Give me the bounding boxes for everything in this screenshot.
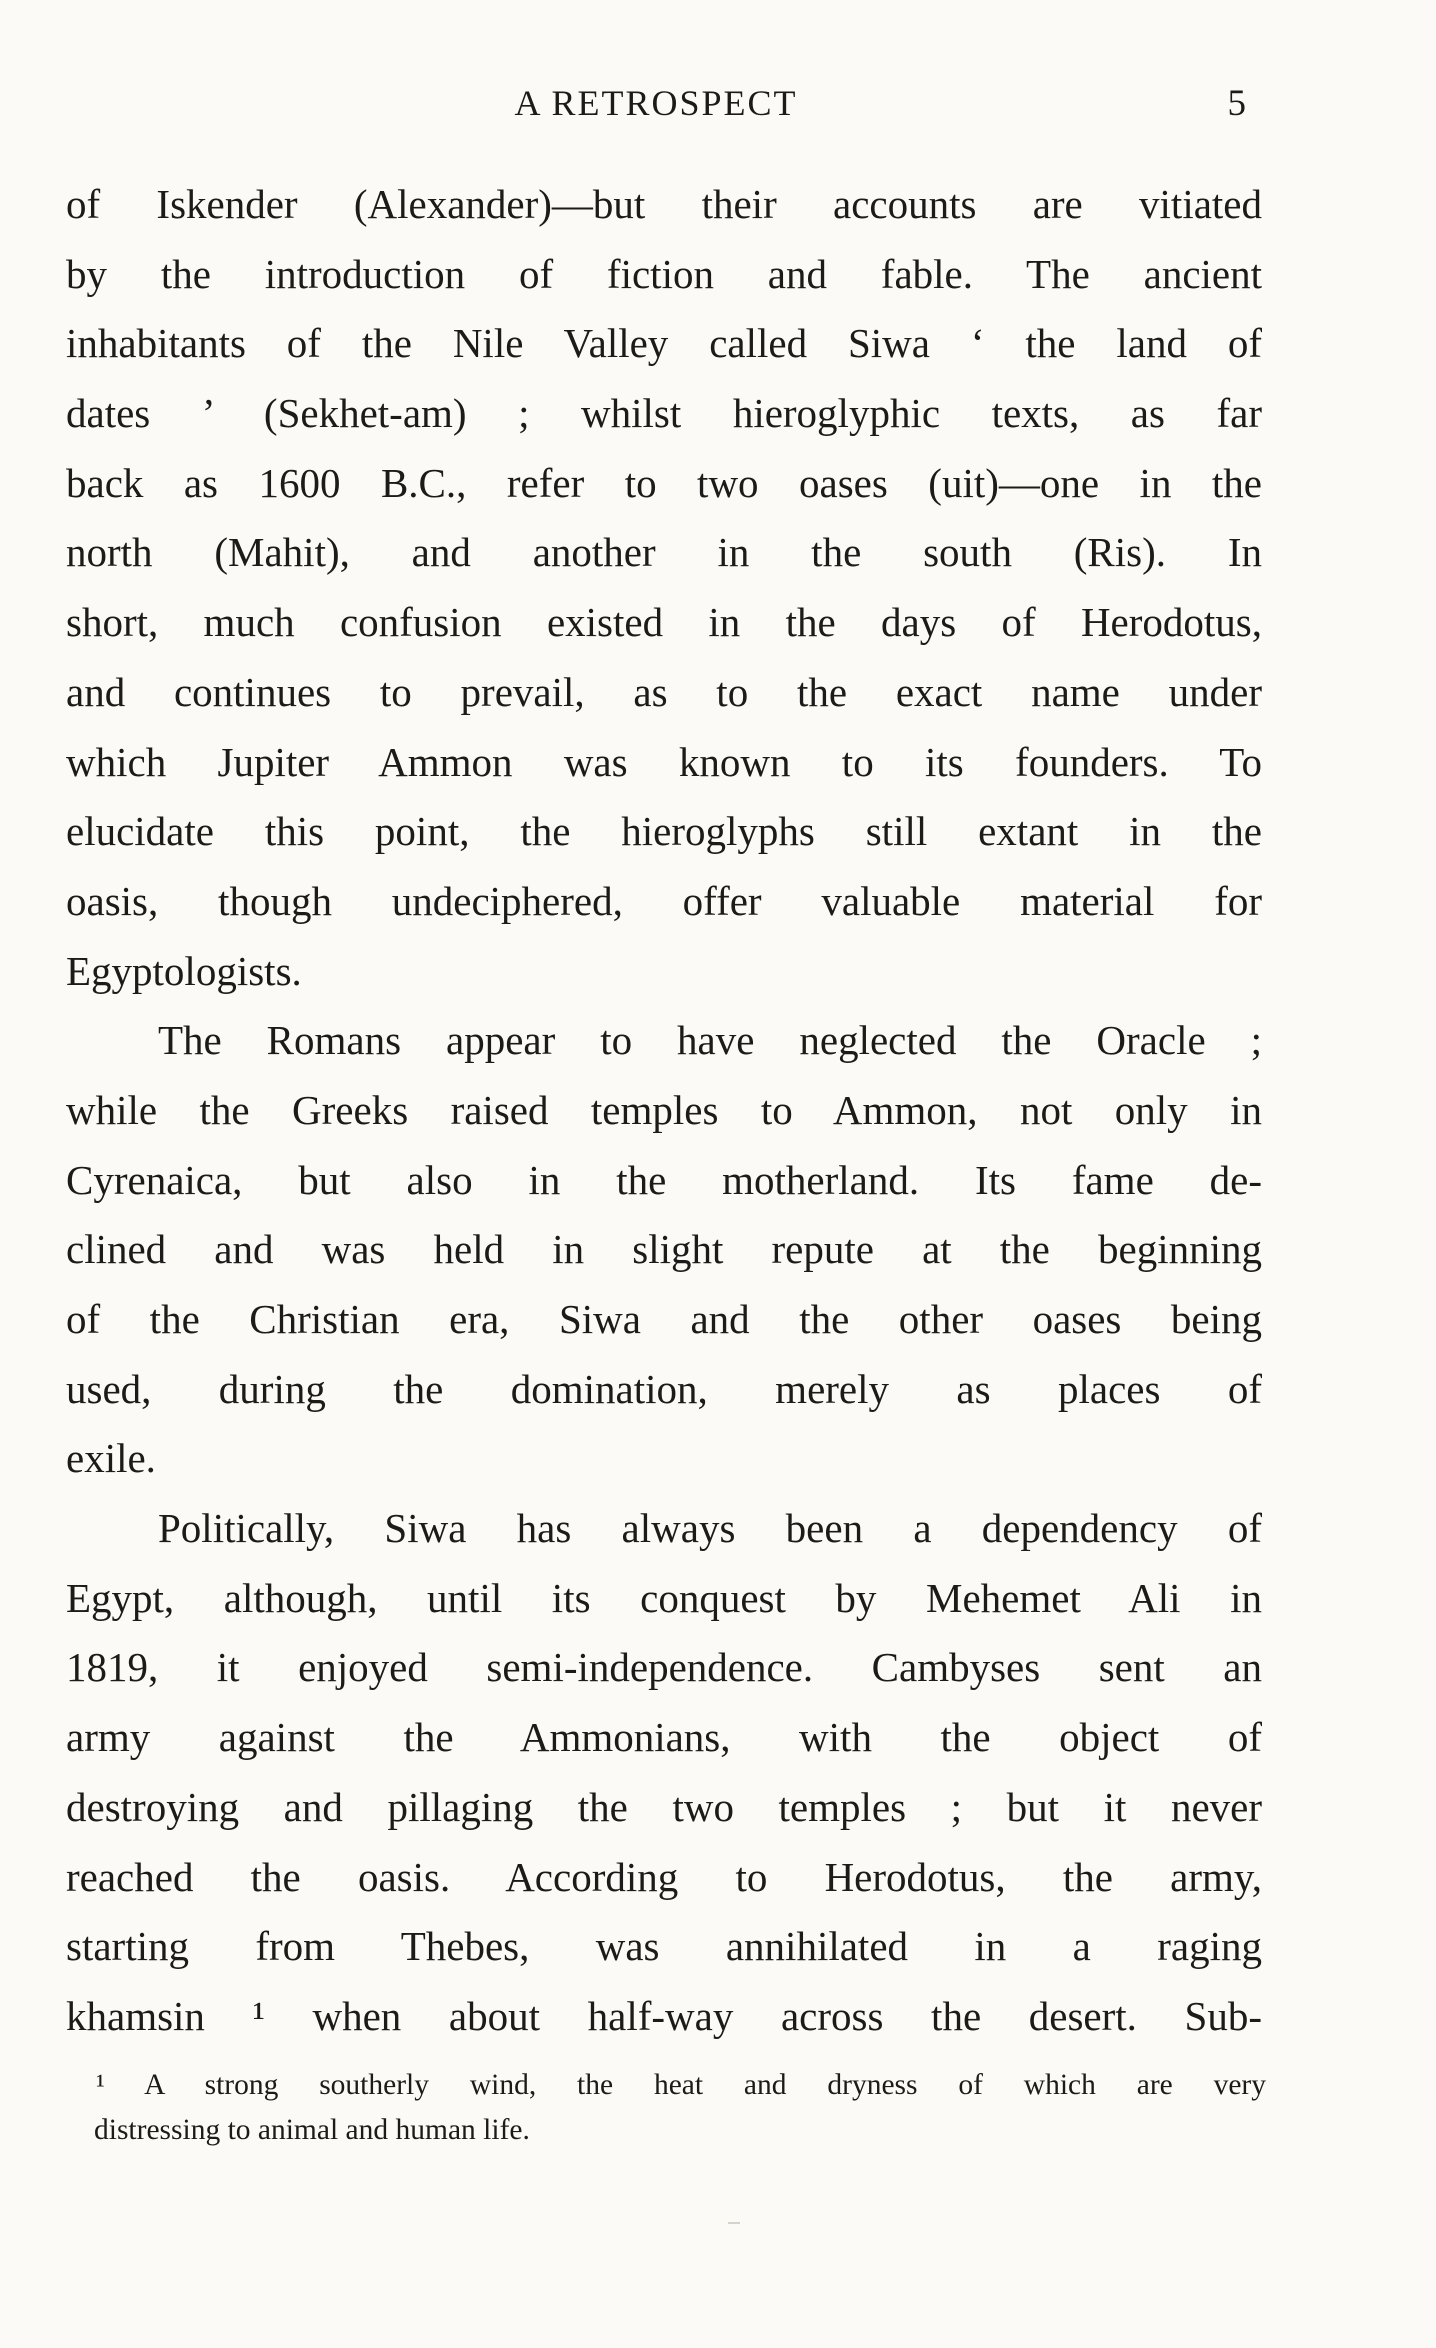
text-line: back as 1600 B.C., refer to two oases (uit)—one in the [66,459,1262,506]
text-line: used, during the domination, merely as places of [66,1365,1262,1412]
text-line: 1819, it enjoyed semi-independence. Cambyses sent an [66,1644,1262,1691]
text-line: short, much confusion existed in the days of Herodotus, [66,599,1262,646]
text-line: oasis, though undeciphered, offer valuable material for [66,877,1262,924]
text-line: of Iskender (Alexander)—but their accounts are vitiated [66,181,1262,227]
text-line: inhabitants of the Nile Valley called Siwa ‘ the land of [66,320,1262,367]
text-line: Cyrenaica, but also in the motherland. Its fame de- [66,1156,1262,1203]
text-line: Egypt, although, until its conquest by Mehemet Ali in [66,1574,1262,1621]
text-line: destroying and pillaging the two temples ; but it never [66,1783,1262,1830]
footnote-line: ¹ A strong southerly wind, the heat and dryness of which are very [96,2069,1266,2101]
footnote [96,2063,1266,2153]
text-line: which Jupiter Ammon was known to its founders. To [66,738,1262,785]
body-text [66,170,1262,2052]
text-line: khamsin ¹ when about half-way across the desert. Sub- [66,1992,1262,2039]
text-line: reached the oasis. According to Herodotus, the army, [66,1853,1262,1900]
page-number: 5 [1227,83,1246,124]
text-line: dates ’ (Sekhet-am) ; whilst hieroglyphic texts, as far [66,390,1262,437]
page-mark [728,2222,740,2224]
text-line: clined and was held in slight repute at the beginning [66,1226,1262,1273]
text-line: and continues to prevail, as to the exact name under [66,668,1262,715]
text-line: north (Mahit), and another in the south (Ris). In [66,529,1262,576]
text-line: army against the Ammonians, with the object of [66,1714,1262,1761]
text-line: exile. [66,1435,156,1482]
page-header [66,82,1246,132]
running-head: A RETROSPECT [514,83,798,123]
footnote-line: distressing to animal and human life. [94,2114,530,2146]
text-line: starting from Thebes, was annihilated in a raging [66,1923,1262,1970]
text-line: elucidate this point, the hieroglyphs still extant in the [66,808,1262,855]
text-line: Egyptologists. [66,947,302,994]
text-line: of the Christian era, Siwa and the other oases being [66,1296,1262,1342]
text-line: The Romans appear to have neglected the Oracle ; [158,1017,1262,1064]
text-line: Politically, Siwa has always been a dependency of [158,1505,1262,1552]
text-line: while the Greeks raised temples to Ammon, not only in [66,1086,1262,1133]
text-line: by the introduction of fiction and fable. The ancient [66,250,1262,297]
